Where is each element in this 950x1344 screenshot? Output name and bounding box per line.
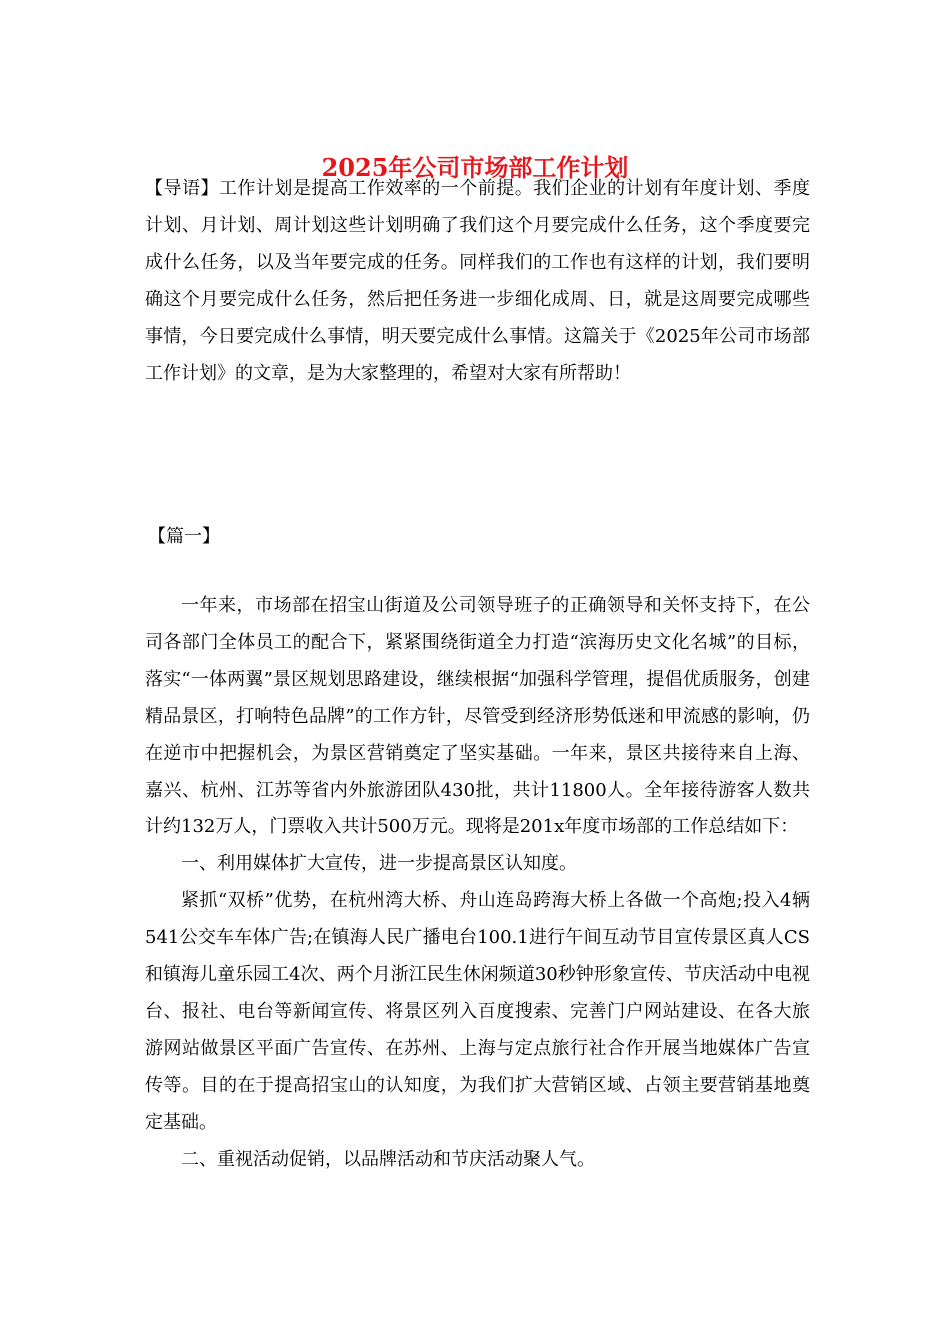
body-paragraph: 二、重视活动促销，以品牌活动和节庆活动聚人气。: [181, 1148, 595, 1170]
body-text: [145, 588, 810, 1179]
document-title: 2025年公司市场部工作计划: [321, 153, 629, 182]
body-paragraph: 一、利用媒体扩大宣传，进一步提高景区认知度。: [181, 853, 577, 875]
body-paragraph: 紧抓“双桥”优势，在杭州湾大桥、舟山连岛跨海大桥上各做一个高炮;投入4辆541公交车车体广告;在镇海人民广播电台100.1进行午间互动节目宣传景区真人CS和镇海儿童乐园工4次、两个月浙江民生休闲频道30秒钟形象宣传、节庆活动中电视台、报社、电台等新闻宣传、将景区列入百度搜索、完善门户网站建设、在各大旅游网站做景区平面广告宣传、在苏州、上海与定点旅行社合作开展当地媒体广告宣传等。目的在于提高招宝山的认知度，为我们扩大营销区域、占领主要营销基地奠定基础。: [145, 890, 810, 1133]
body-paragraph: 一年来，市场部在招宝山街道及公司领导班子的正确领导和关怀支持下，在公司各部门全体员工的配合下，紧紧围绕街道全力打造“滨海历史文化名城”的目标，落实“一体两翼”景区规划思路建设，继续根据“加强科学管理，提倡优质服务，创建精品景区，打响特色品牌”的工作方针，尽管受到经济形势低迷和甲流感的影响，仍在逆市中把握机会，为景区营销奠定了坚实基础。一年来，景区共接待来自上海、嘉兴、杭州、江苏等省内外旅游团队430批，共计11800人。全年接待游客人数共计约132万人，门票收入共计500万元。现将是201x年度市场部的工作总结如下：: [145, 595, 810, 838]
intro-paragraph: 【导语】工作计划是提高工作效率的一个前提。我们企业的计划有年度计划、季度计划、月计划、周计划这些计划明确了我们这个月要完成什么任务，这个季度要完成什么任务，以及当年要完成的任务。同样我们的工作也有这样的计划，我们要明确这个月要完成什么任务，然后把任务进一步细化成周、日，就是这周要完成哪些事情，今日要完成什么事情，明天要完成什么事情。这篇关于《2025年公司市场部工作计划》的文章，是为大家整理的，希望对大家有所帮助！: [145, 178, 810, 384]
section-heading: 【篇一】: [148, 526, 220, 547]
